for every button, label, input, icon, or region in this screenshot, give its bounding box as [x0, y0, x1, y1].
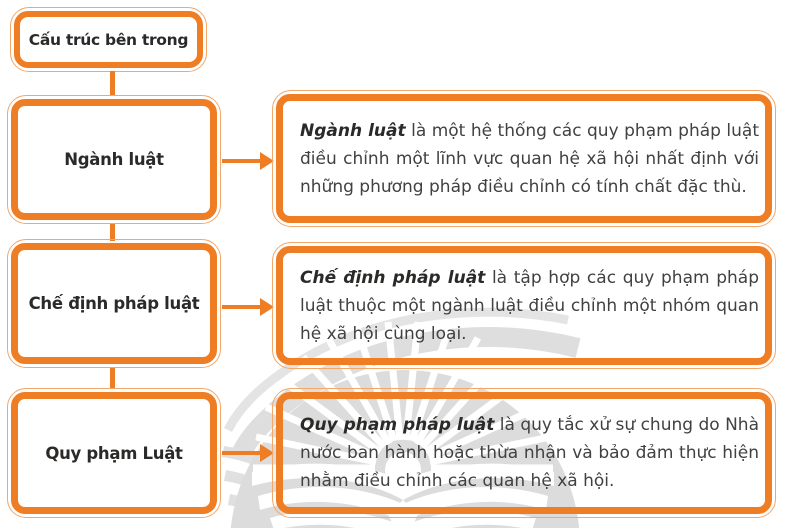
node-nganh-luat	[7, 95, 221, 224]
node-quy-pham-luat-label: Quy phạm Luật	[45, 443, 183, 463]
node-che-dinh-phap-luat-label: Chế định pháp luật	[28, 294, 200, 313]
node-che-dinh-phap-luat-frame	[11, 243, 217, 364]
node-nganh-luat-frame	[11, 99, 217, 220]
definition-text	[283, 264, 765, 348]
definition-term: Ngành luật	[300, 120, 406, 141]
arrow-shaft	[222, 159, 260, 163]
node-che-dinh-phap-luat	[7, 239, 221, 368]
definition-frame	[276, 94, 772, 223]
node-quy-pham-luat	[7, 388, 221, 518]
definition-term: Chế định pháp luật	[300, 267, 486, 288]
definition-term: Quy phạm pháp luật	[300, 415, 495, 435]
definition-box-quy-pham-phap-luat	[272, 388, 776, 518]
definition-body: là quy tắc xử sự chung do Nhà nước ban hành hoặc thừa nhận và bảo đảm thực hiện nhằm điều chỉnh các quan hệ xã hội.	[300, 415, 759, 491]
definition-body: là một hệ thống các quy phạm pháp luật điều chỉnh một lĩnh vực quan hệ xã hội nhất định với những phương pháp điều chỉnh có tính chất đặc thù.	[300, 120, 759, 197]
definition-box-nganh-luat	[272, 90, 776, 227]
definition-text	[283, 117, 765, 201]
definition-box-che-dinh-phap-luat	[272, 242, 776, 369]
definition-frame	[276, 246, 772, 365]
definition-text	[283, 411, 765, 495]
connector-vertical-1	[110, 71, 115, 96]
arrow-shaft	[222, 305, 260, 309]
node-root-label: Cấu trúc bên trong	[28, 30, 189, 49]
connector-vertical-3	[110, 367, 115, 388]
node-root-frame	[14, 11, 203, 68]
node-quy-pham-luat-frame	[11, 392, 217, 514]
definition-body: là tập hợp các quy phạm pháp luật thuộc một ngành luật điều chỉnh một nhóm quan hệ xã hội cùng loại.	[300, 267, 759, 344]
node-root	[10, 7, 207, 72]
node-nganh-luat-label: Ngành luật	[64, 150, 164, 169]
arrow-shaft	[222, 451, 260, 455]
definition-frame	[276, 392, 772, 514]
